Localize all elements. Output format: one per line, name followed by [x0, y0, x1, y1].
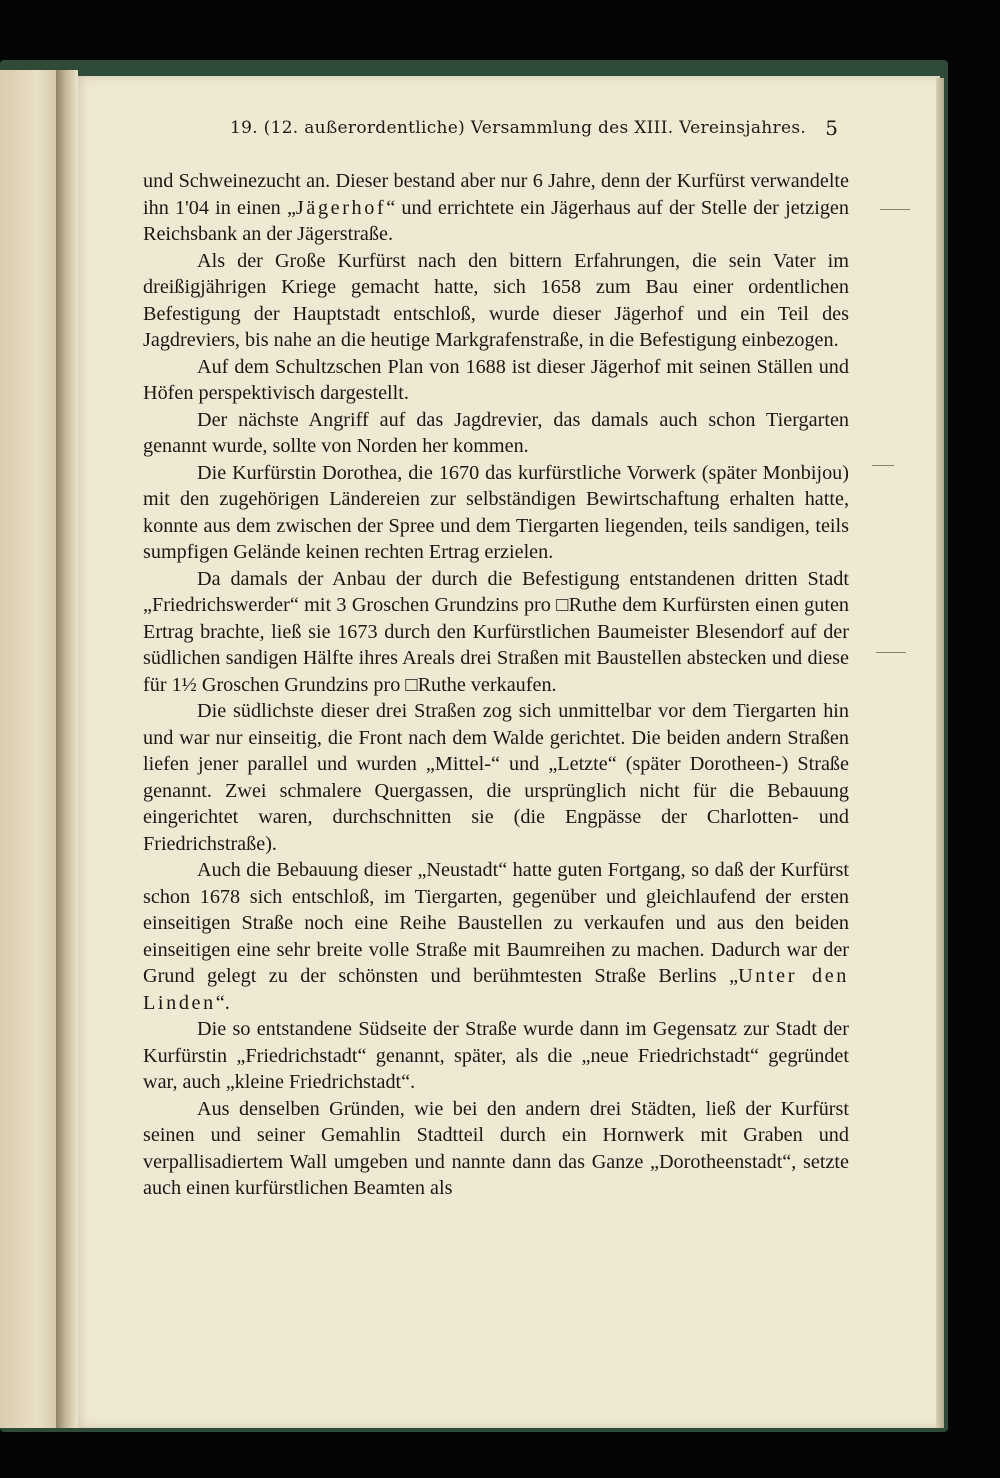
paragraph	[143, 168, 849, 248]
book-gutter	[56, 70, 78, 1428]
left-page-edge	[0, 70, 62, 1428]
paragraph: Die Kurfürstin Dorothea, die 1670 das kurfürstliche Vorwerk (später Monbijou) mit den zugehörigen Ländereien zur selbständigen Bewirtschaftung erhalten hatte, konnte aus dem zwischen der Spree und dem Tiergarten liegenden, teils sandigen, teils sumpfigen Gelände keinen rechten Ertrag erzielen.	[143, 461, 849, 563]
margin-mark	[872, 465, 894, 466]
paragraph: Auf dem Schultzschen Plan von 1688 ist dieser Jägerhof mit seinen Ställen und Höfen perspektivisch dargestellt.	[143, 355, 849, 404]
page-number: 5	[825, 116, 838, 140]
paragraph: Als der Große Kurfürst nach den bittern Erfahrungen, die sein Vater im dreißigjährigen Kriege gemacht hatte, sich 1658 zum Bau einer ordentlichen Befestigung der Hauptstadt entschloß, wurde dieser Jägerhof und ein Teil des Jagdreviers, bis nahe an die heutige Markgrafenstraße, in die Befestigung einbezogen.	[143, 249, 849, 351]
margin-mark	[876, 652, 906, 653]
paragraph: Die südlichste dieser drei Straßen zog sich unmittelbar vor dem Tiergarten hin und war nur einseitig, die Front nach dem Walde gerichtet. Die beiden andern Straßen liefen jener parallel und wurden „Mittel-“ und „Letzte“ (später Dorotheen-) Straße genannt. Zwei schmalere Quergassen, die ursprünglich nicht für die Bebauung eingerichtet waren, durchschnitten sie (die Engpässe der Charlotten- und Friedrichstraße).	[143, 700, 849, 855]
paragraph-text: Auch die Bebauung dieser „Neustadt“ hatte guten Fortgang, so daß der Kurfürst schon 1678 sich entschloß, im Tiergarten, gegenüber und gleichlaufend der ersten einseitigen Straße noch eine Reihe Baustellen zu verkaufen und aus den beiden einseitigen eine sehr breite volle Straße mit Baumreihen zu machen. Dadurch war der Grund gelegt zu der schönsten und berühmtesten Straße Berlins „	[143, 859, 849, 987]
margin-mark	[880, 209, 910, 210]
paragraph-text: und Schweinezucht an. Dieser bestand aber nur 6 Jahre, denn der Kurfürst verwandelte ihn 1'04 in einen „	[143, 170, 849, 219]
body-text	[143, 168, 849, 1202]
paragraph: Aus denselben Gründen, wie bei den andern drei Städten, ließ der Kurfürst seinen und seiner Gemahlin Stadtteil durch ein Hornwerk mit Graben und verpallisadiertem Wall umgeben und nannte dann das Ganze „Dorotheenstadt“, setzte auch einen kurfürstlichen Beamten als	[143, 1097, 849, 1199]
paragraph-text: “.	[215, 991, 230, 1014]
paragraph: Da damals der Anbau der durch die Befestigung entstandenen dritten Stadt „Friedrichswerder“ mit 3 Groschen Grundzins pro □Ruthe dem Kurfürsten einen guten Ertrag brachte, ließ sie 1673 durch den Kurfürstlichen Baumeister Blesendorf auf der südlichen sandigen Hälfte ihres Areals drei Straßen mit Baustellen abstecken und diese für 1½ Groschen Grundzins pro □Ruthe verkaufen.	[143, 567, 849, 696]
running-header	[230, 116, 840, 146]
running-title: 19. (12. außerordentliche) Versammlung des XIII. Vereinsjahres.	[230, 118, 807, 138]
paragraph-text: “ und errichtete ein Jägerhaus auf der Stelle der jetzigen Reichsbank an der Jägerstraße.	[143, 196, 849, 245]
paragraph: Der nächste Angriff auf das Jagdrevier, das damals auch schon Tiergarten genannt wurde, sollte von Norden her kommen.	[143, 408, 849, 457]
paragraph	[143, 857, 849, 1016]
spaced-term: Unter den Linden	[143, 965, 849, 1014]
page-edge-right	[936, 78, 944, 1428]
paragraph: Die so entstandene Südseite der Straße wurde dann im Gegensatz zur Stadt der Kurfürstin „Friedrichstadt“ genannt, später, als die „neue Friedrichstadt“ gegründet war, auch „kleine Friedrichstadt“.	[143, 1018, 849, 1093]
spaced-term: Jägerhof	[295, 196, 387, 219]
